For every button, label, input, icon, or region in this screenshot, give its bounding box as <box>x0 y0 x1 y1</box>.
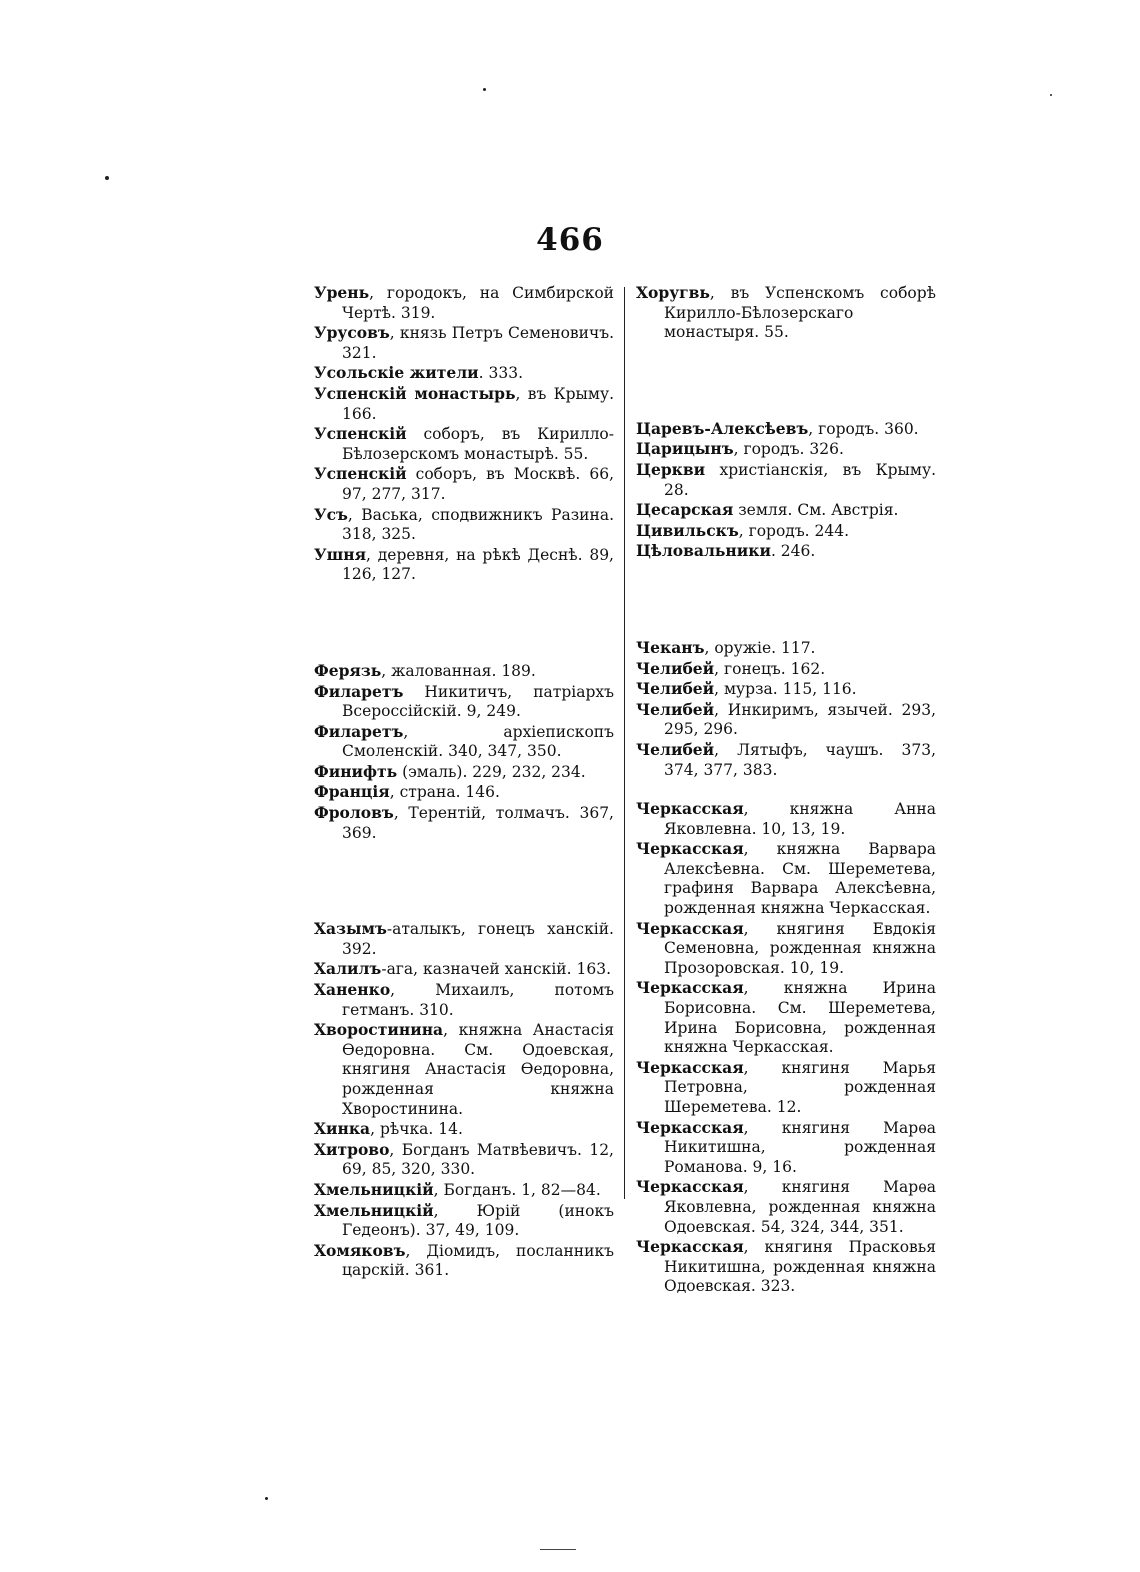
index-entry: Успенскій соборъ, въ Кирилло-Бѣлозерскомъ монастырѣ. 55. <box>314 424 614 463</box>
index-entry: Хмельницкій, Богданъ. 1, 82—84. <box>314 1179 601 1199</box>
index-entry: Черкасская, княгиня Марья Петровна, рожденная Шереметева. 12. <box>636 1057 936 1116</box>
index-entry: Хмельницкій, Юрій (инокъ Гедеонъ). 37, 49, 109. <box>314 1200 614 1240</box>
index-entry: Черкасская, княгиня Прасковья Никитишна, рожденная княжна Одоевская. 323. <box>636 1237 936 1296</box>
index-entry: Черкасская, княгиня Марѳа Никитишна, рожденная Романова. 9, 16. <box>636 1117 936 1176</box>
index-entry: Черкасская, княгиня Евдокія Семеновна, рожденная княжна Прозоровская. 10, 19. <box>636 918 936 977</box>
index-entry: Черкасская, княжна Анна Яковлевна. 10, 13, 19. <box>636 799 936 838</box>
print-speck <box>105 176 109 180</box>
section-gap <box>314 843 614 919</box>
index-entry: Усъ, Васька, сподвижникъ Разина. 318, 325. <box>314 504 614 544</box>
print-speck <box>483 88 486 91</box>
index-entry: Успенскій соборъ, въ Москвѣ. 66, 97, 277, 317. <box>314 464 614 503</box>
print-speck <box>265 1497 268 1500</box>
index-entry: Царицынъ, городъ. 326. <box>636 439 844 459</box>
index-entry: Урусовъ, князь Петръ Семеновичъ. 321. <box>314 323 614 362</box>
index-entry: Цивильскъ, городъ. 244. <box>636 520 850 540</box>
index-entry: Хомяковъ, Діомидъ, посланникъ царскій. 361. <box>314 1240 614 1280</box>
index-entry: Филаретъ Никитичъ, патріархъ Всероссійскій. 9, 249. <box>314 681 614 721</box>
index-entry: Хинка, рѣчка. 14. <box>314 1119 463 1139</box>
index-entry: Челибей, Лятыфъ, чаушъ. 373, 374, 377, 383. <box>636 739 936 779</box>
print-mark <box>540 1549 576 1550</box>
section-gap <box>636 780 936 799</box>
print-speck <box>1050 94 1052 96</box>
index-entry: Хворостинина, княжна Анастасія Ѳедоровна. См. Одоевская, княгиня Анастасія Ѳедоровна, рожденная княжна Хворостинина. <box>314 1020 614 1118</box>
index-entry: Халилъ-ага, казначей ханскій. 163. <box>314 959 611 979</box>
index-entry: Церкви христіанскія, въ Крыму. 28. <box>636 459 936 499</box>
index-entry: Ушня, деревня, на рѣкѣ Деснѣ. 89, 126, 127. <box>314 544 614 584</box>
index-entry: Цесарская земля. См. Австрія. <box>636 500 899 520</box>
index-entry: Черкасская, княжна Ирина Борисовна. См. Шереметева, Ирина Борисовна, рожденная княжна Черкасская. <box>636 978 936 1057</box>
index-entry: Филаретъ, архіепископъ Смоленскій. 340, 347, 350. <box>314 721 614 761</box>
page-number: 466 <box>536 222 604 258</box>
index-entry: Хитрово, Богданъ Матвѣевичъ. 12, 69, 85, 320, 330. <box>314 1139 614 1179</box>
index-entry: Ферязь, жалованная. 189. <box>314 660 536 680</box>
index-entry: Чеканъ, оружіе. 117. <box>636 637 816 657</box>
index-entry: Челибей, мурза. 115, 116. <box>636 679 857 699</box>
right-column <box>636 283 936 1297</box>
column-divider <box>624 287 625 1199</box>
index-entry: Царевъ-Алексѣевъ, городъ. 360. <box>636 418 919 438</box>
index-entry: Черкасская, княжна Варвара Алексѣевна. См. Шереметева, графиня Варвара Алексѣевна, рожденная княжна Черкасская. <box>636 839 936 918</box>
index-entry: Фроловъ, Терентій, толмачъ. 367, 369. <box>314 803 614 842</box>
index-entry: Черкасская, княгиня Марѳа Яковлевна, рожденная княжна Одоевская. 54, 324, 344, 351. <box>636 1177 936 1236</box>
section-gap <box>636 562 936 638</box>
index-entry: Челибей, Инкиримъ, язычей. 293, 295, 296. <box>636 699 936 739</box>
index-entry: Франція, страна. 146. <box>314 782 500 802</box>
index-entry: Ханенко, Михаилъ, потомъ гетманъ. 310. <box>314 980 614 1019</box>
section-gap <box>636 343 936 419</box>
index-entry: Цѣловальники. 246. <box>636 541 816 561</box>
index-entry: Усольскіе жители. 333. <box>314 363 523 383</box>
index-entry: Челибей, гонецъ. 162. <box>636 658 826 678</box>
section-gap <box>314 585 614 661</box>
index-entry: Хазымъ-аталыкъ, гонецъ ханскій. 392. <box>314 919 614 958</box>
left-column <box>314 283 614 1281</box>
index-entry: Хоругвь, въ Успенскомъ соборѣ Кирилло-Бѣлозерскаго монастыря. 55. <box>636 283 936 342</box>
index-entry: Успенскій монастырь, въ Крыму. 166. <box>314 383 614 423</box>
index-entry: Урень, городокъ, на Симбирской Чертѣ. 319. <box>314 283 614 322</box>
index-entry: Финифть (эмаль). 229, 232, 234. <box>314 761 586 781</box>
